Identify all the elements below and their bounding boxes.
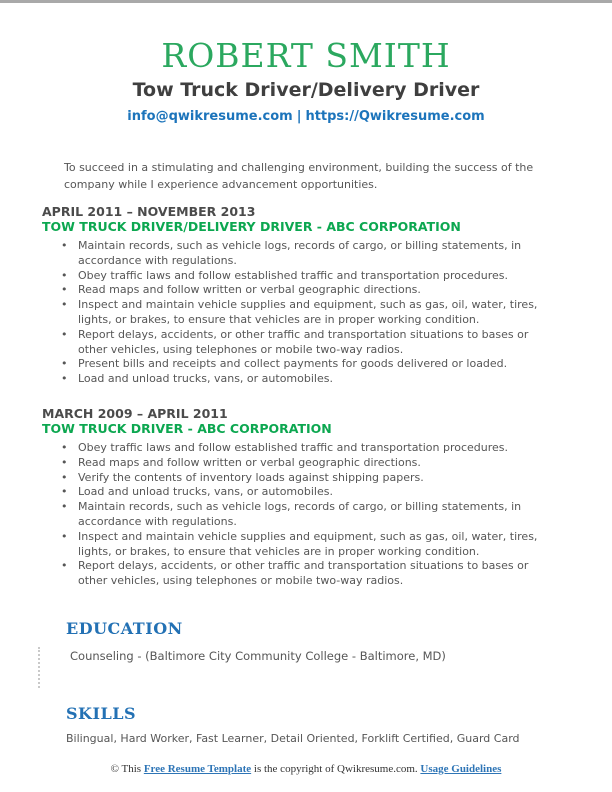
bullet-item: • Inspect and maintain vehicle supplies and equipment, such as gas, oil, water, tires, lights, or brakes, to ensure that vehicles are in proper working condition. — [42, 530, 552, 560]
dotted-left-rule — [38, 647, 40, 688]
bullet-item: • Maintain records, such as vehicle logs, records of cargo, or billing statements, in accordance with regulations. — [42, 500, 552, 530]
education-heading: EDUCATION — [66, 619, 183, 638]
footer-prefix: © This — [110, 763, 144, 775]
bullet-item: • Verify the contents of inventory loads against shipping papers. — [42, 471, 552, 486]
bullet-item: • Inspect and maintain vehicle supplies and equipment, such as gas, oil, water, tires, lights, or brakes, to ensure that vehicles are in proper working condition. — [42, 298, 552, 328]
contact-separator: | — [296, 109, 302, 124]
education-entry: Counseling - (Baltimore City Community College - Baltimore, MD) — [70, 649, 446, 663]
bullet-item: • Read maps and follow written or verbal geographic directions. — [42, 456, 552, 471]
experience-entry-2 — [42, 406, 570, 589]
experience-1-bullet-list — [42, 239, 552, 387]
free-resume-template-link[interactable]: Free Resume Template — [143, 763, 252, 775]
email-link[interactable]: info@qwikresume.com — [127, 109, 293, 124]
footer-middle: is the copyright of Qwikresume.com. — [251, 763, 421, 775]
candidate-job-title: Tow Truck Driver/Delivery Driver — [132, 79, 480, 101]
contact-line — [0, 108, 612, 125]
skills-list: Bilingual, Hard Worker, Fast Learner, Detail Oriented, Forklift Certified, Guard Card — [66, 732, 520, 745]
experience-entry-1 — [42, 204, 570, 387]
bullet-item: • Load and unload trucks, vans, or automobiles. — [42, 485, 552, 500]
footer-copyright — [0, 762, 612, 776]
experience-1-title: TOW TRUCK DRIVER/DELIVERY DRIVER - ABC CORPORATION — [42, 219, 461, 234]
objective-text: To succeed in a stimulating and challenging environment, building the success of the company while I experience advancement opportunities. — [64, 161, 534, 191]
bullet-item: • Present bills and receipts and collect payments for goods delivered or loaded. — [42, 357, 552, 372]
bullet-item: • Obey traffic laws and follow established traffic and transportation procedures. — [42, 269, 552, 284]
experience-2-bullet-list — [42, 441, 552, 589]
top-border-strip — [0, 0, 612, 3]
skills-heading: SKILLS — [66, 704, 136, 723]
experience-2-title: TOW TRUCK DRIVER - ABC CORPORATION — [42, 421, 332, 436]
experience-2-dates: MARCH 2009 – APRIL 2011 — [42, 406, 228, 421]
bullet-item: • Report delays, accidents, or other traffic and transportation situations to bases or other vehicles, using telephones or mobile two-way radios. — [42, 328, 552, 358]
bullet-item: • Read maps and follow written or verbal geographic directions. — [42, 283, 552, 298]
bullet-item: • Report delays, accidents, or other traffic and transportation situations to bases or other vehicles, using telephones or mobile two-way radios. — [42, 559, 552, 589]
website-link[interactable]: https://Qwikresume.com — [305, 109, 485, 124]
candidate-name: ROBERT SMITH — [161, 36, 451, 75]
experience-1-dates: APRIL 2011 – NOVEMBER 2013 — [42, 204, 256, 219]
bullet-item: • Obey traffic laws and follow established traffic and transportation procedures. — [42, 441, 552, 456]
usage-guidelines-link[interactable]: Usage Guidelines — [420, 763, 502, 775]
bullet-item: • Load and unload trucks, vans, or automobiles. — [42, 372, 552, 387]
bullet-item: • Maintain records, such as vehicle logs, records of cargo, or billing statements, in accordance with regulations. — [42, 239, 552, 269]
